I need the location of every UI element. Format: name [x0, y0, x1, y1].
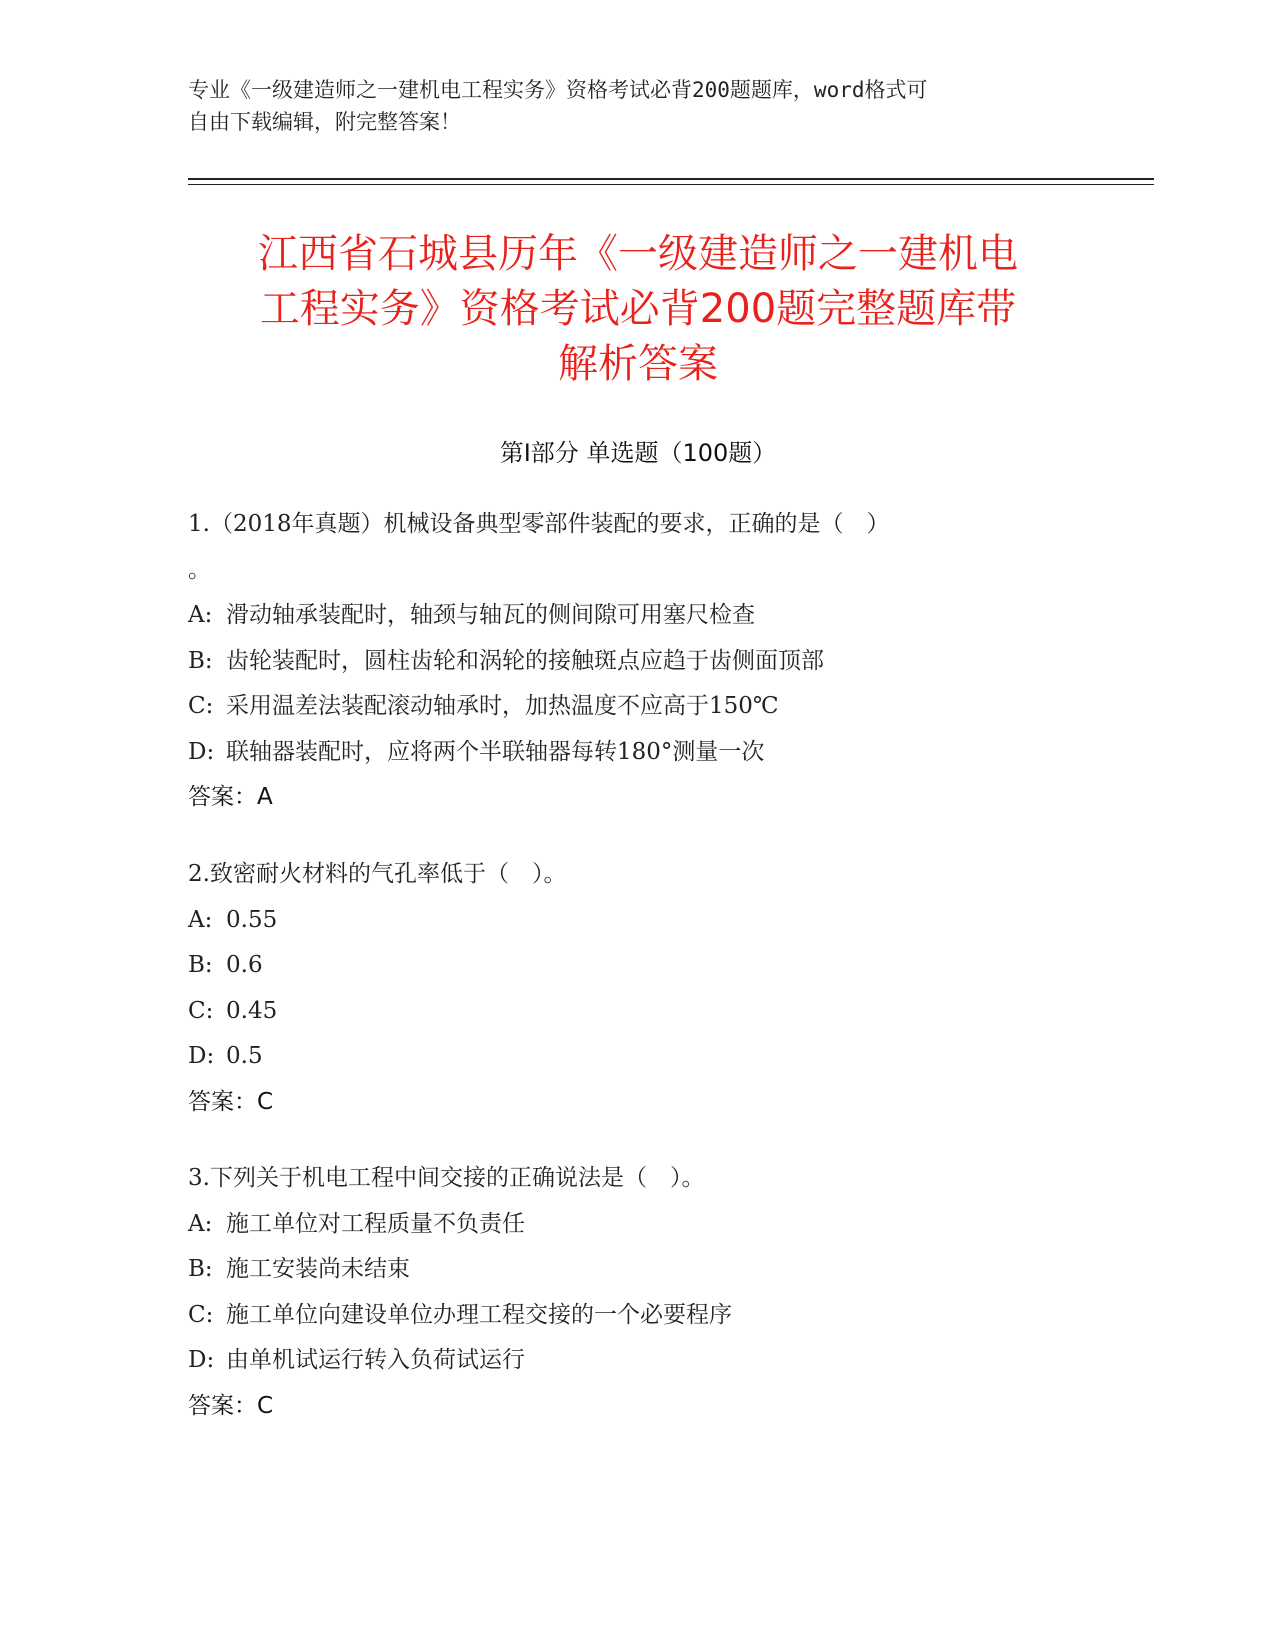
option-letter: D:	[188, 1043, 215, 1069]
option-text: 施工单位向建设单位办理工程交接的一个必要程序	[226, 1301, 732, 1328]
option-d	[188, 1034, 1078, 1080]
option-a	[188, 898, 1078, 944]
option-c	[188, 684, 1078, 730]
section-title: 第Ⅰ部分 单选题（100题）	[499, 439, 777, 467]
option-a	[188, 593, 1078, 639]
option-b	[188, 639, 1078, 685]
option-letter: B:	[188, 1256, 213, 1282]
option-text: 联轴器装配时，应将两个半联轴器每转180°测量一次	[226, 738, 765, 765]
option-letter: C:	[188, 1301, 214, 1328]
document-title	[188, 227, 1088, 392]
option-text: 由单机试运行转入负荷试运行	[226, 1347, 525, 1373]
question-stem: 3.下列关于机电工程中间交接的正确说法是（ ）。	[188, 1165, 705, 1191]
option-d	[188, 730, 1078, 776]
option-a	[188, 1202, 1078, 1248]
option-text: 齿轮装配时，圆柱齿轮和涡轮的接触斑点应趋于齿侧面顶部	[226, 647, 824, 674]
intro-text	[188, 74, 1068, 138]
answer-line: 答案：A	[188, 784, 273, 810]
option-letter: A:	[188, 906, 213, 933]
option-d	[188, 1338, 1078, 1384]
option-text: 采用温差法装配滚动轴承时，加热温度不应高于150℃	[226, 693, 779, 719]
option-letter: C:	[188, 997, 214, 1024]
option-c	[188, 1293, 1078, 1339]
question-stem-continued: 。	[188, 556, 211, 583]
option-b	[188, 1247, 1078, 1293]
title-line-3: 解析答案	[558, 341, 718, 387]
answer-line: 答案：C	[188, 1392, 274, 1419]
option-text: 施工安装尚未结束	[226, 1256, 410, 1282]
option-letter: B:	[188, 647, 213, 674]
option-letter: A:	[188, 602, 213, 628]
question-stem: 1.（2018年真题）机械设备典型零部件装配的要求，正确的是（ ）	[188, 511, 890, 537]
option-c	[188, 989, 1078, 1035]
option-letter: A:	[188, 1210, 213, 1237]
intro-line-2: 自由下载编辑，附完整答案！	[188, 110, 461, 134]
question-3	[188, 1156, 1078, 1429]
option-letter: D:	[188, 1347, 215, 1373]
option-text: 滑动轴承装配时，轴颈与轴瓦的侧间隙可用塞尺检查	[226, 602, 755, 628]
option-text: 0.5	[226, 1043, 263, 1069]
option-text: 0.55	[226, 906, 278, 933]
option-letter: B:	[188, 952, 213, 978]
option-text: 施工单位对工程质量不负责任	[226, 1210, 525, 1237]
question-1	[188, 502, 1078, 821]
answer-line: 答案：C	[188, 1088, 274, 1115]
option-b	[188, 943, 1078, 989]
option-letter: C:	[188, 693, 214, 719]
option-letter: D:	[188, 738, 215, 765]
question-2	[188, 852, 1078, 1125]
option-text: 0.6	[226, 952, 263, 978]
question-stem: 2.致密耐火材料的气孔率低于（ ）。	[188, 861, 567, 887]
option-text: 0.45	[226, 997, 278, 1024]
header-divider-thick	[188, 178, 1154, 180]
title-line-2: 工程实务》资格考试必背200题完整题库带	[259, 286, 1017, 332]
title-line-1: 江西省石城县历年《一级建造师之一建机电	[258, 231, 1018, 277]
intro-line-1: 专业《一级建造师之一建机电工程实务》资格考试必背200题题库，word格式可	[188, 78, 928, 102]
header-divider-thin	[188, 184, 1154, 185]
